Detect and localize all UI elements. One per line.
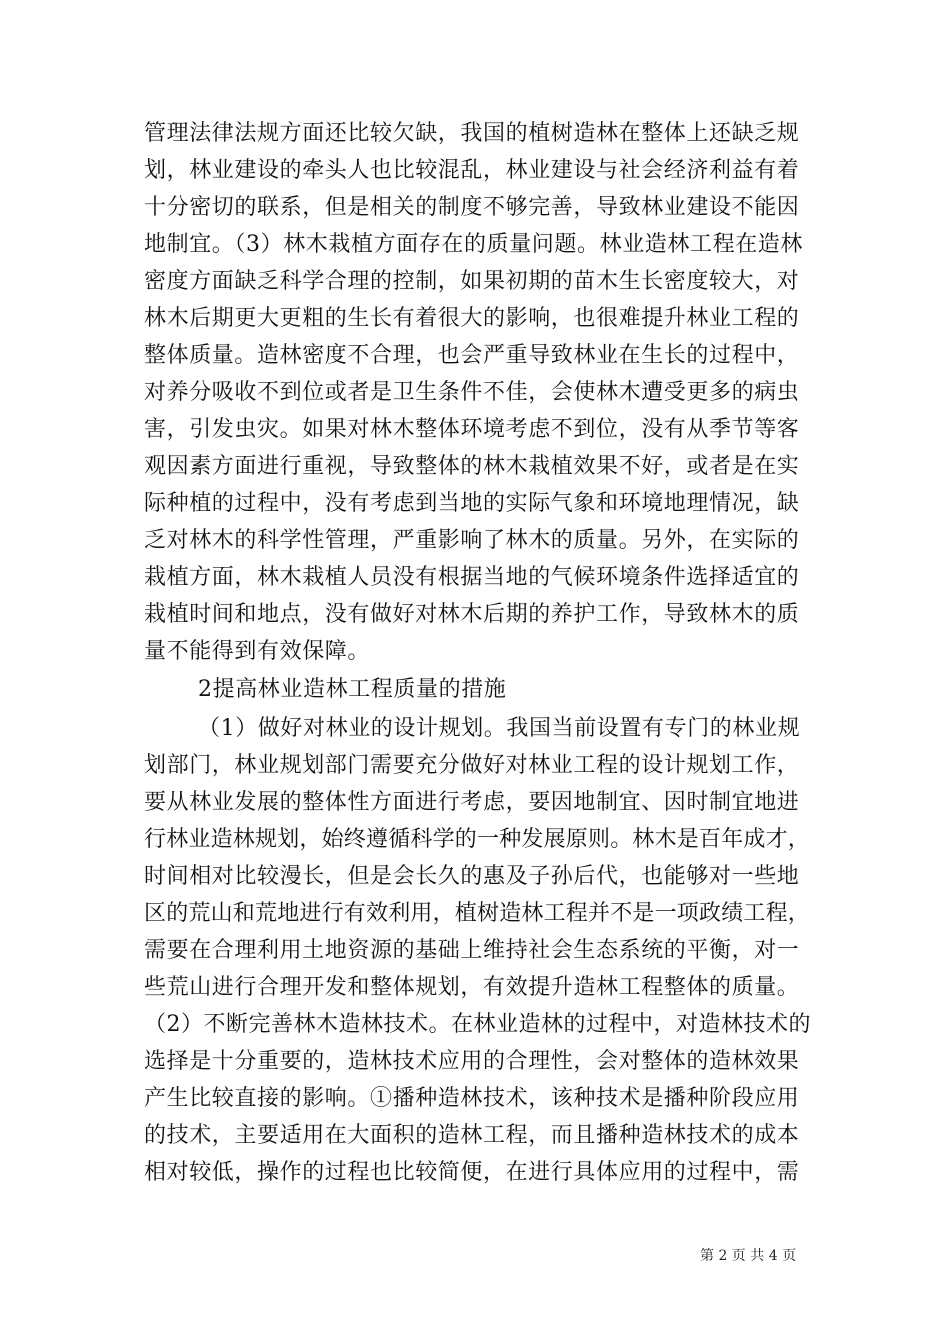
body-text-line: 划部门，林业规划部门需要充分做好对林业工程的设计规划工作， <box>144 753 800 778</box>
body-text-line: 产生比较直接的影响。①播种造林技术，该种技术是播种阶段应用 <box>144 1086 800 1111</box>
body-text-line: 栽植方面，林木栽植人员没有根据当地的气候环境条件选择适宜的 <box>144 565 800 590</box>
body-text-line: （2）不断完善林木造林技术。在林业造林的过程中，对造林技术的 <box>144 1012 811 1037</box>
body-text-line: 管理法律法规方面还比较欠缺，我国的植树造林在整体上还缺乏规 <box>144 121 800 146</box>
body-text-line: 林木后期更大更粗的生长有着很大的影响，也很难提升林业工程的 <box>144 306 800 331</box>
body-text-line: 区的荒山和荒地进行有效利用，植树造林工程并不是一项政绩工程， <box>144 901 811 926</box>
body-text-line: 整体质量。造林密度不合理，也会严重导致林业在生长的过程中， <box>144 343 800 368</box>
body-text-line: 量不能得到有效保障。 <box>144 639 371 664</box>
body-text-line: 需要在合理利用土地资源的基础上维持社会生态系统的平衡，对一 <box>144 938 800 963</box>
body-text-line: 相对较低，操作的过程也比较简便，在进行具体应用的过程中，需 <box>144 1160 800 1185</box>
body-text-line: 对养分吸收不到位或者是卫生条件不佳，会使林木遭受更多的病虫 <box>144 380 800 405</box>
body-text-line: 时间相对比较漫长，但是会长久的惠及子孙后代，也能够对一些地 <box>144 864 800 889</box>
body-text-line: 地制宜。（3）林木栽植方面存在的质量问题。林业造林工程在造林 <box>144 232 803 257</box>
body-text-line: 些荒山进行合理开发和整体规划，有效提升造林工程整体的质量。 <box>144 975 800 1000</box>
body-text-line: 的技术，主要适用在大面积的造林工程，而且播种造林技术的成本 <box>144 1123 800 1148</box>
section-heading: 2提高林业造林工程质量的措施 <box>198 677 507 702</box>
body-text-line: 要从林业发展的整体性方面进行考虑，要因地制宜、因时制宜地进 <box>144 790 800 815</box>
body-text-line: 栽植时间和地点，没有做好对林木后期的养护工作，导致林木的质 <box>144 602 800 627</box>
page-number-footer: 第 2 页 共 4 页 <box>700 1248 797 1264</box>
body-text-line: 划，林业建设的牵头人也比较混乱，林业建设与社会经济利益有着 <box>144 158 800 183</box>
body-text-line: 十分密切的联系，但是相关的制度不够完善，导致林业建设不能因 <box>144 195 800 220</box>
body-text-line: 行林业造林规划，始终遵循科学的一种发展原则。林木是百年成才， <box>144 827 811 852</box>
body-text-line: 观因素方面进行重视，导致整体的林木栽植效果不好，或者是在实 <box>144 454 800 479</box>
body-text-line: 密度方面缺乏科学合理的控制，如果初期的苗木生长密度较大，对 <box>144 269 800 294</box>
body-text-line: 害，引发虫灾。如果对林木整体环境考虑不到位，没有从季节等客 <box>144 417 800 442</box>
body-text-line: 际种植的过程中，没有考虑到当地的实际气象和环境地理情况，缺 <box>144 491 800 516</box>
body-text-line: 乏对林木的科学性管理，严重影响了林木的质量。另外，在实际的 <box>144 528 800 553</box>
body-text-line: 选择是十分重要的，造林技术应用的合理性，会对整体的造林效果 <box>144 1049 800 1074</box>
body-text-line: （1）做好对林业的设计规划。我国当前设置有专门的林业规 <box>198 716 801 741</box>
